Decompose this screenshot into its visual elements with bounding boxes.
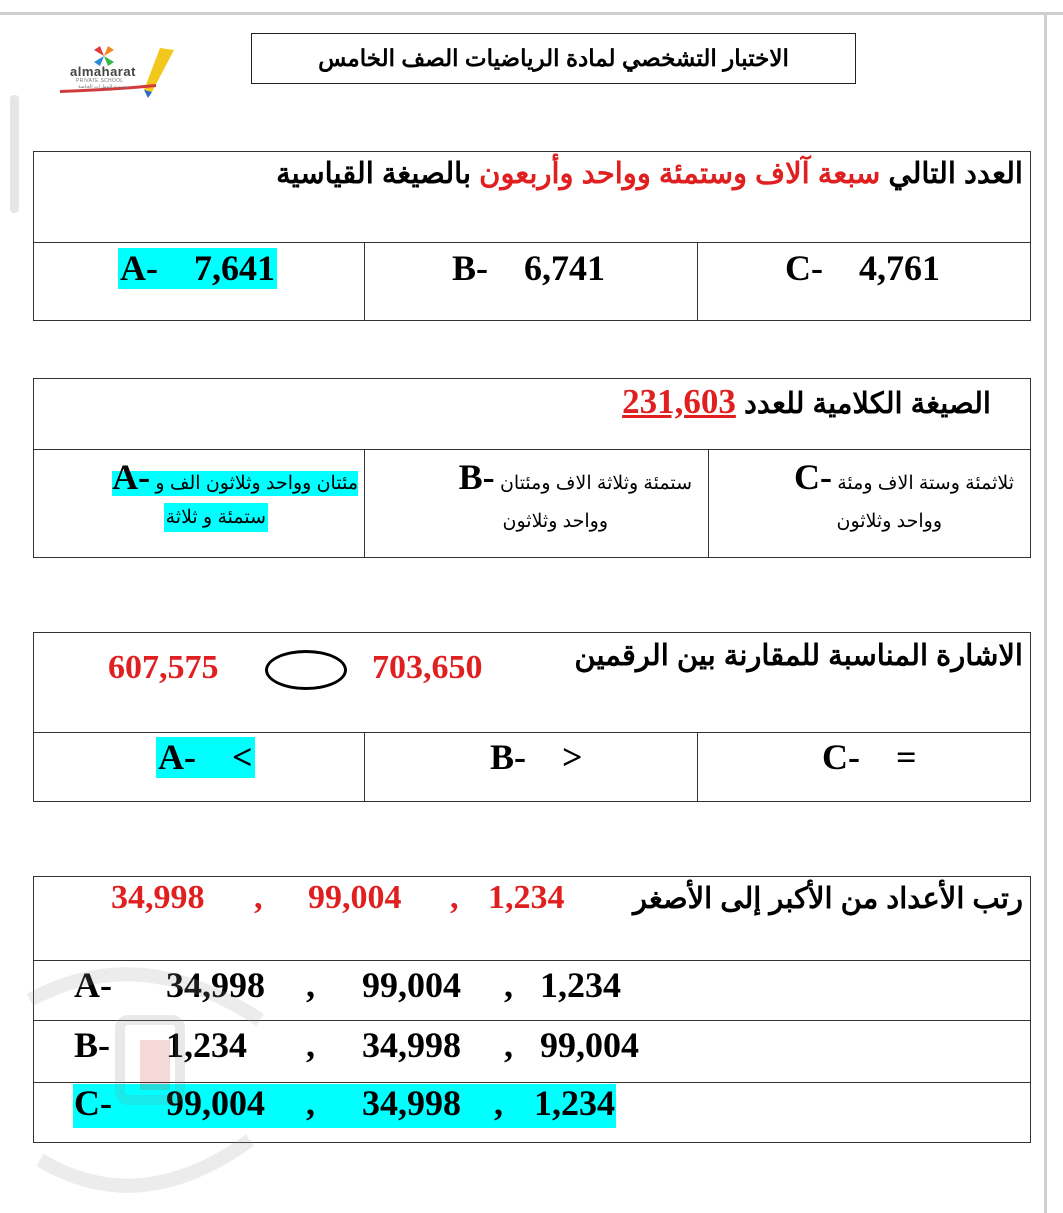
question-3-text: الاشارة المناسبة للمقارنة بين الرقمين [574,640,1023,672]
q2-option-b[interactable]: ستمئة وثلاثة الاف ومئتان B- وواحد وثلاثون [458,457,692,532]
q3-left-number: 703,650 [372,649,483,686]
q1-option-a[interactable]: A- 7,641 [120,248,275,288]
q1-col-divider-1 [364,242,365,321]
q1-option-c[interactable]: C- 4,761 [785,248,940,288]
comparison-blank-oval[interactable] [265,650,347,690]
q4-divider-1 [33,960,1031,961]
q4-number-3: 34,998 [111,879,205,916]
q3-right-number: 607,575 [108,649,219,686]
q3-option-b[interactable]: B- > [490,737,583,777]
q1-divider [33,242,1031,243]
q4-separator-1: , [450,879,459,916]
q2-col-divider-1 [364,449,365,558]
q1-col-divider-2 [697,242,698,321]
q3-col-divider-2 [697,732,698,802]
q3-option-c[interactable]: C- = [822,737,917,777]
q3-option-a[interactable]: A- < [158,737,253,777]
q4-option-b[interactable]: B- 1,234 , 34,998 , 99,004 [74,1025,639,1065]
q4-number-2: 99,004 [308,879,402,916]
q1-suffix: بالصيغة القياسية [276,158,472,190]
q2-col-divider-2 [708,449,709,558]
scrollbar-thumb[interactable] [10,95,19,213]
q2-option-a[interactable]: مئتان وواحد وثلاثون الف و A- ستمئة و ثلاثة [38,454,360,554]
q1-option-b[interactable]: B- 6,741 [452,248,605,288]
q2-number: 231,603 [622,382,736,421]
q4-option-a[interactable]: A- 34,998 , 99,004 , 1,234 [74,965,621,1005]
q3-col-divider-1 [364,732,365,802]
q1-prefix: العدد التالي [888,158,1023,190]
logo-subtitle: PRIVATE SCHOOL [76,78,124,84]
logo-subtitle-arabic: مدرسة المهارات الخاصة [78,84,129,90]
page-top-edge [0,12,1063,15]
q4-divider-2 [33,1020,1031,1021]
q2-option-c[interactable]: ثلاثمئة وستة الاف ومئة C- وواحد وثلاثون [793,457,1014,532]
q2-divider [33,449,1031,450]
question-1-text [276,156,1023,191]
exam-title: الاختبار التشخصي لمادة الرياضيات الصف الخامس [251,33,856,84]
q4-number-1: 1,234 [488,879,565,916]
page-right-edge [1044,12,1047,1213]
school-logo [56,44,180,100]
q2-prompt: الصيغة الكلامية للعدد [743,388,991,420]
q4-separator-2: , [254,879,263,916]
question-2-text [622,382,991,422]
q4-option-c[interactable]: C- 99,004 , 34,998 , 1,234 [73,1084,616,1128]
q1-number-words: سبعة آلاف وستمئة وواحد وأربعون [479,158,881,190]
logo-name: almaharat [70,64,136,79]
q3-divider [33,732,1031,733]
question-4-text: رتب الأعداد من الأكبر إلى الأصغر [633,883,1023,915]
